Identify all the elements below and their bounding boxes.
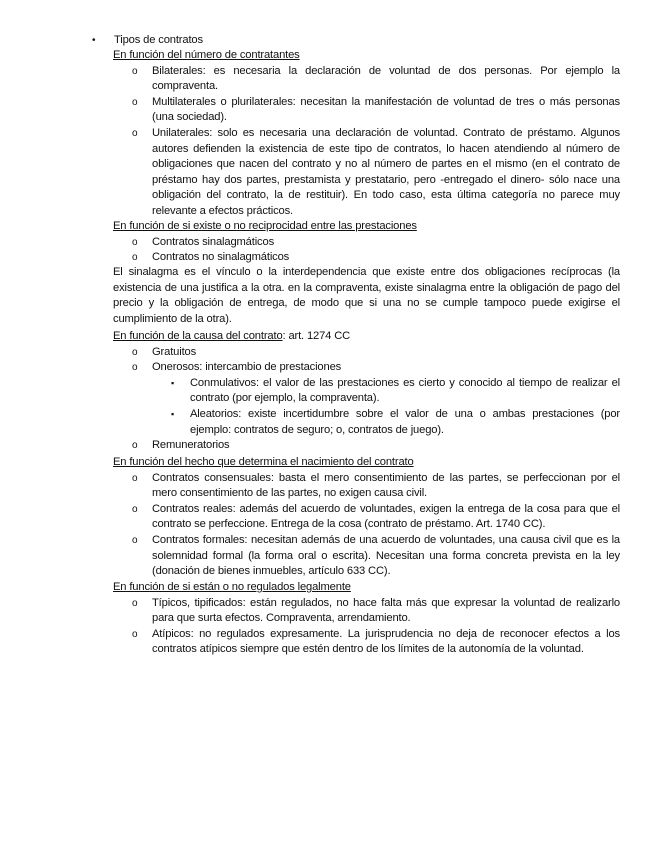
circle-marker: o — [132, 628, 138, 640]
list-item — [113, 250, 620, 266]
list-item — [113, 235, 620, 251]
list-item — [113, 360, 620, 376]
list-item-text: Onerosos: intercambio de prestaciones — [152, 361, 342, 374]
list-item-text: Multilaterales o plurilaterales: necesitan la manifestación de voluntad de tres o más personas (una sociedad). — [152, 95, 620, 124]
sub-list-item — [113, 407, 620, 438]
list-item-text: Contratos no sinalagmáticos — [152, 251, 290, 264]
section-numero-contratantes — [113, 48, 620, 220]
section-heading: En función de si están o no regulados legalmente — [113, 581, 351, 593]
list-item — [113, 126, 620, 220]
sub-list-item-text: Aleatorios: existe incertidumbre sobre el valor de una o ambas prestaciones (por ejemplo: contratos de seguro; o, contratos de juego). — [190, 407, 620, 436]
list-item-text: Remuneratorios — [152, 439, 230, 452]
section-causa — [113, 329, 620, 454]
circle-marker: o — [132, 127, 138, 139]
list-item — [113, 502, 620, 533]
list-item-text: Contratos formales: necesitan además de una acuerdo de voluntades, una causa civil que es la solemnidad formal (la forma oral o escrita). Necesitan una forma concreta prevista en la ley (donación de bienes inmuebles, artículo 633 CC). — [152, 533, 620, 578]
circle-marker: o — [132, 236, 138, 248]
circle-marker: o — [132, 362, 138, 374]
list-item-text: Típicos, tipificados: están regulados, no hace falta más que expresar la voluntad de realizarlo para que surta efectos. Compraventa, arrendamiento. — [152, 596, 620, 625]
section-regulacion — [113, 580, 620, 658]
list-item — [113, 627, 620, 658]
circle-marker: o — [132, 503, 138, 515]
square-marker: ▪ — [171, 377, 175, 388]
circle-marker: o — [132, 252, 138, 264]
circle-marker: o — [132, 597, 138, 609]
section-nacimiento — [113, 455, 620, 580]
section-heading-row — [113, 329, 620, 345]
list-item-text: Unilaterales: solo es necesaria una declaración de voluntad. Contrato de préstamo. Algunos autores defienden la existencia de este tipo de contratos, lo hacen atendiendo al número de obligaciones que nacen del contrato y no al número de partes en el mismo (en el contrato de préstamo hay dos partes, prestamista y prestatario, pero -entregado el dinero- sólo nace una obligación del contrato, la de restituir). En todo caso, esta última categoría no parece muy relevante a efectos prácticos. — [152, 126, 620, 217]
sub-list-item — [113, 376, 620, 407]
list-item-text: Bilaterales: es necesaria la declaración de voluntad de dos personas. Por ejemplo la compraventa. — [152, 64, 620, 93]
section-heading: En función de la causa del contrato — [113, 330, 283, 342]
section-heading: En función de si existe o no reciprocidad entre las prestaciones — [113, 220, 417, 232]
list-item-text: Contratos consensuales: basta el mero consentimiento de las partes, se perfeccionan por el mero consentimiento de las partes, no exigen causa civil. — [152, 471, 620, 500]
circle-marker: o — [132, 440, 138, 452]
list-item-text: Gratuitos — [152, 345, 197, 358]
circle-marker: o — [132, 472, 138, 484]
list-item — [113, 533, 620, 580]
list-item-text: Contratos reales: además del acuerdo de voluntades, exigen la entrega de la cosa para que el contrato se perfeccione. Entrega de la cosa (contrato de préstamo. Art. 1740 CC). — [152, 502, 620, 531]
section-heading-suffix: : art. 1274 CC — [282, 330, 351, 342]
square-marker: ▪ — [171, 408, 175, 419]
list-item — [113, 345, 620, 361]
list-item — [113, 95, 620, 126]
sub-list-item-text: Conmulativos: el valor de las prestaciones es cierto y conocido al tiempo de realizar el contrato (por ejemplo, la compraventa). — [190, 376, 620, 405]
list-item — [113, 64, 620, 95]
sinalagma-paragraph: El sinalagma es el vínculo o la interdependencia que existe entre dos obligaciones recíprocas (la existencia de una justifica a la otra. en la compraventa, existe sinalagma entre la obligación de pago del precio y la obligación de entrega, de modo que si una no se cumple tampoco puede exigirse el cumplimiento de la otra). — [113, 266, 620, 325]
circle-marker: o — [132, 534, 138, 546]
circle-marker: o — [132, 96, 138, 108]
bullet-marker: • — [92, 35, 96, 46]
section-heading: En función del hecho que determina el nacimiento del contrato — [113, 456, 414, 468]
list-item — [113, 438, 620, 454]
section-heading: En función del número de contratantes — [113, 49, 300, 61]
list-item-text: Contratos sinalagmáticos — [152, 235, 275, 248]
list-item — [113, 471, 620, 502]
circle-marker: o — [132, 65, 138, 77]
section-reciprocidad — [113, 219, 620, 266]
list-item — [113, 596, 620, 627]
circle-marker: o — [132, 346, 138, 358]
document-title: Tipos de contratos — [114, 34, 203, 46]
list-item-text: Atípicos: no regulados expresamente. La jurisprudencia no deja de reconocer efectos a los contratos atípicos siempre que estén dentro de los límites de la autonomía de la voluntad. — [152, 627, 620, 656]
